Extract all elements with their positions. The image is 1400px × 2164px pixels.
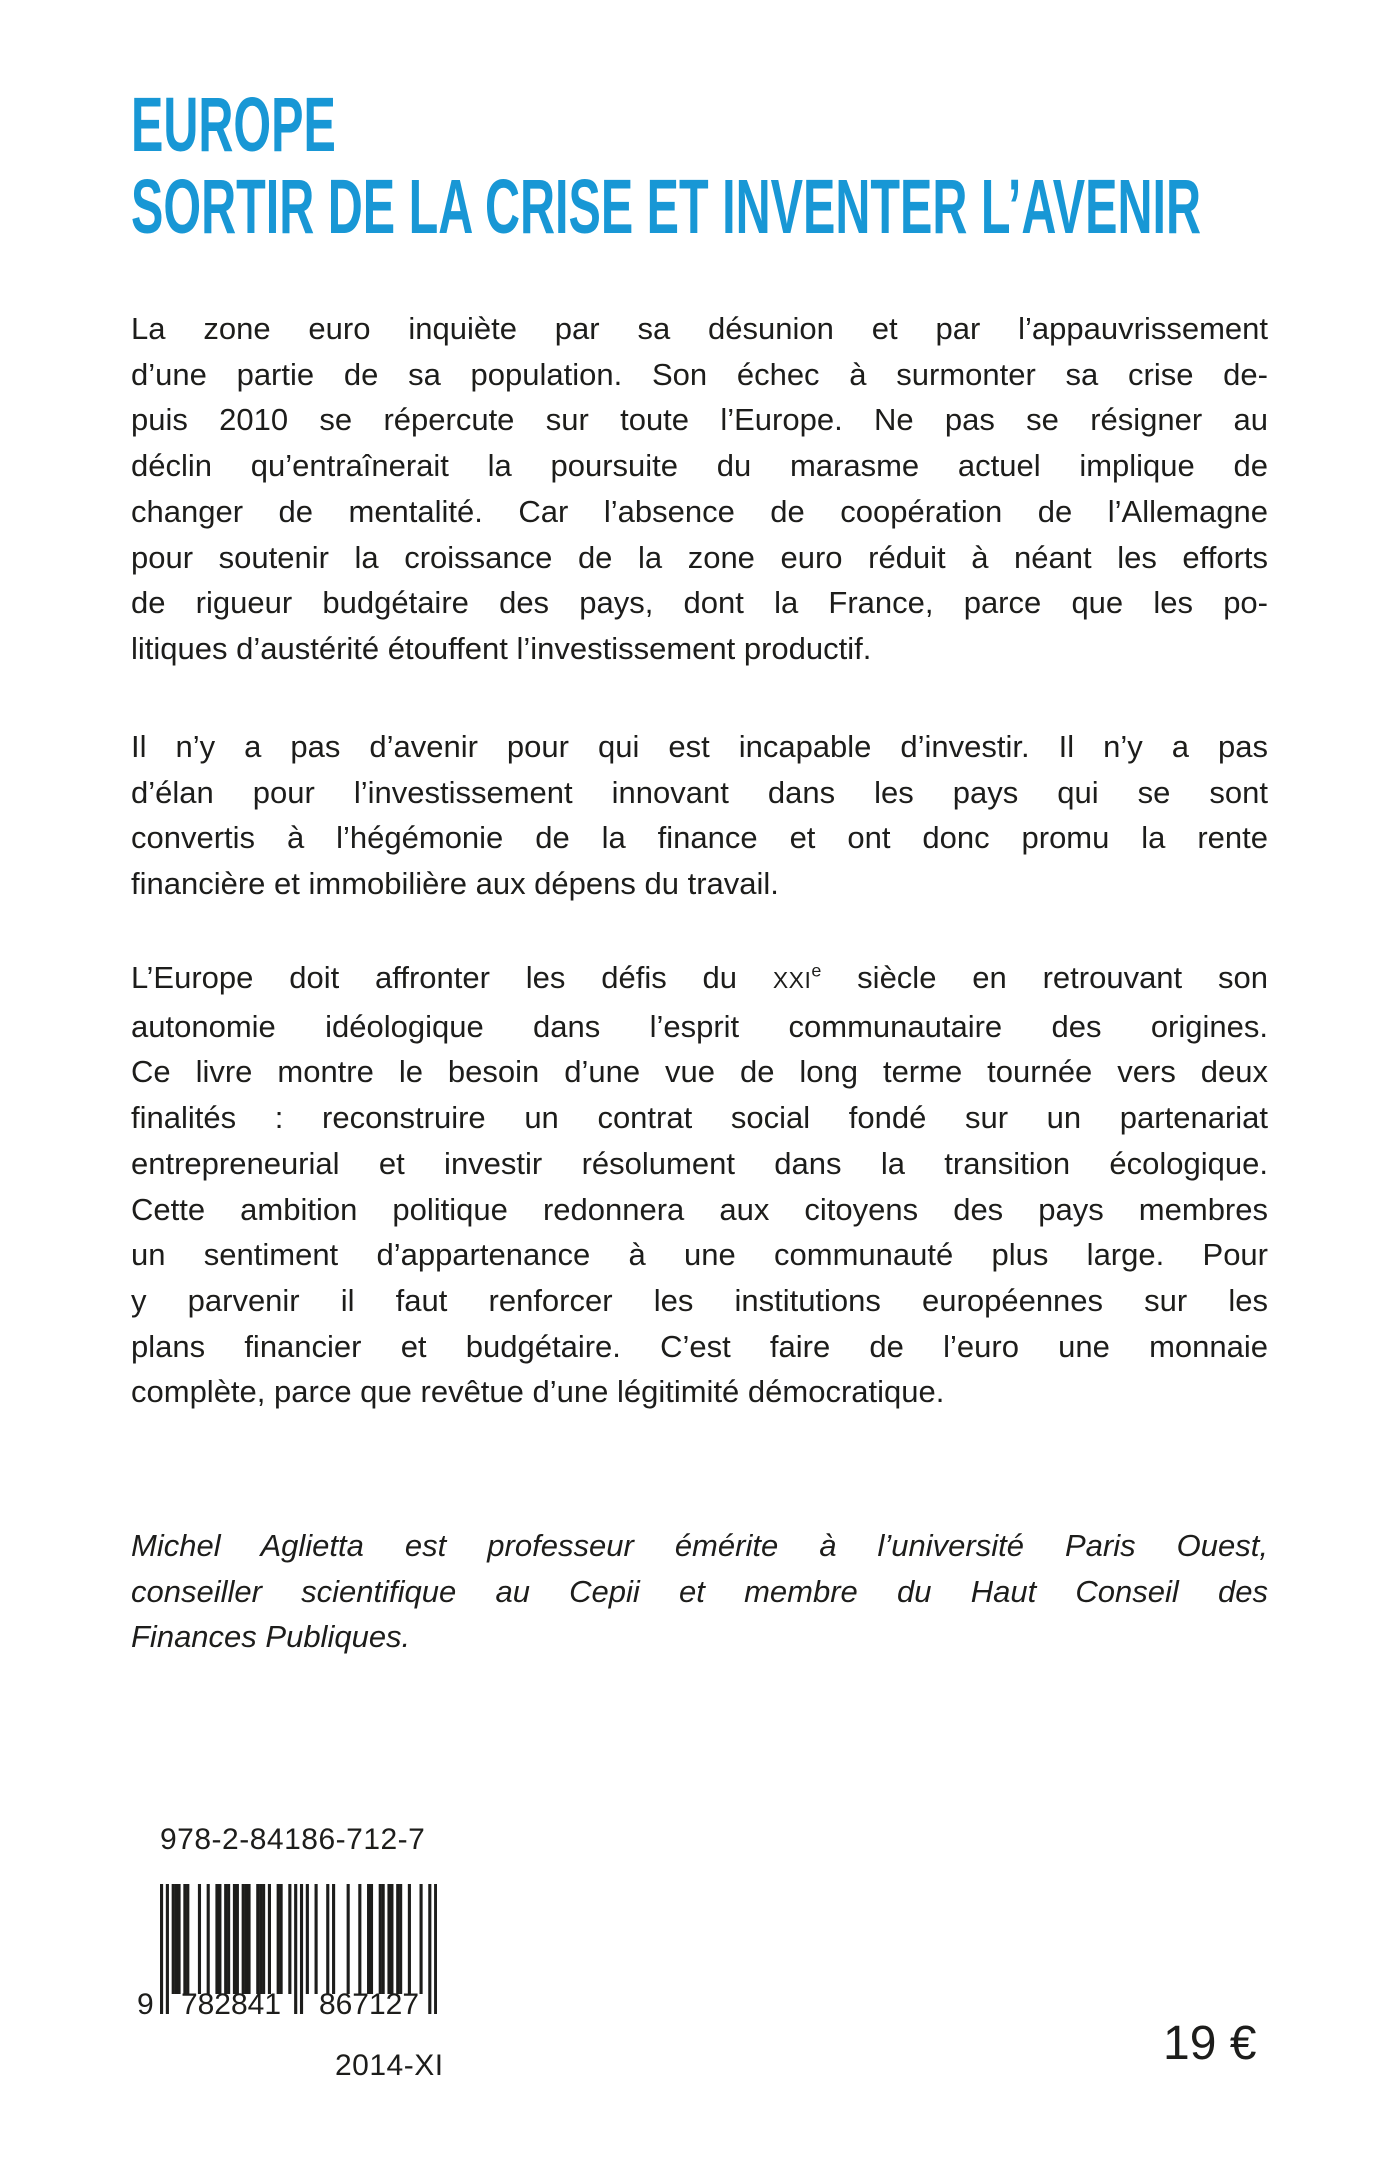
paragraph-investment — [131, 724, 1268, 907]
price-label: 19 € — [1163, 2017, 1257, 2070]
text-line: autonomie idéologique dans l’esprit communautaire des origines. — [131, 1008, 1268, 1044]
barcode-digit-group1: 782841 — [180, 1988, 282, 2021]
book-title-line2: SORTIR DE LA CRISE ET INVENTER L’AVENIR — [131, 164, 1202, 250]
text-line: La zone euro inquiète par sa désunion et par l’appauvrissement — [131, 311, 1268, 346]
text-line: complète, parce que revêtue d’une légitimité démocratique. — [131, 1374, 945, 1410]
text-segment: L’Europe doit affronter les défis du — [131, 960, 773, 995]
text-line: Ce livre montre le besoin d’une vue de long terme tournée vers deux — [131, 1054, 1268, 1090]
text-line: plans financier et budgétaire. C’est faire de l’euro une monnaie — [131, 1328, 1268, 1364]
edition-code: 2014-XI — [335, 2049, 444, 2082]
text-line: d’une partie de sa population. Son échec à surmonter sa crise de- — [131, 356, 1268, 392]
ean13-barcode — [137, 1884, 467, 2029]
text-line: d’élan pour l’investissement innovant dans les pays qui se sont — [131, 774, 1268, 810]
text-line: litiques d’austérité étouffent l’investissement productif. — [131, 630, 872, 666]
text-line: financière et immobilière aux dépens du travail. — [131, 866, 779, 902]
text-line: conseiller scientifique au Cepii et membre du Haut Conseil des — [131, 1573, 1268, 1609]
isbn-number: 978-2-84186-712-7 — [160, 1823, 426, 1856]
text-line: un sentiment d’appartenance à une communauté plus large. Pour — [131, 1237, 1268, 1273]
text-line: Michel Aglietta est professeur émérite à l’université Paris Ouest, — [131, 1528, 1268, 1563]
barcode-digit-prefix: 9 — [137, 1988, 154, 2021]
roman-numeral-xxi: XXI — [772, 967, 812, 993]
superscript-e: e — [811, 960, 822, 981]
text-line: Il n’y a pas d’avenir pour qui est incapable d’investir. Il n’y a pas — [131, 729, 1268, 764]
paragraph-crisis — [131, 306, 1268, 672]
text-line: déclin qu’entraînerait la poursuite du marasme actuel implique de — [131, 448, 1268, 484]
author-bio — [131, 1523, 1268, 1660]
paragraph-future — [131, 955, 1268, 1415]
text-line: puis 2010 se répercute sur toute l’Europe. Ne pas se résigner au — [131, 402, 1268, 438]
text-line: Cette ambition politique redonnera aux citoyens des pays membres — [131, 1191, 1268, 1227]
text-segment: siècle en retrouvant son — [821, 960, 1268, 995]
text-line: de rigueur budgétaire des pays, dont la France, parce que les po- — [131, 585, 1268, 621]
text-line: pour soutenir la croissance de la zone euro réduit à néant les efforts — [131, 539, 1268, 575]
text-line: y parvenir il faut renforcer les institutions européennes sur les — [131, 1282, 1268, 1318]
text-line: Finances Publiques. — [131, 1619, 411, 1655]
text-line: changer de mentalité. Car l’absence de coopération de l’Allemagne — [131, 493, 1268, 529]
text-line-xxi-siecle — [131, 955, 1268, 1004]
text-line: finalités : reconstruire un contrat social fondé sur un partenariat — [131, 1100, 1268, 1136]
text-line: convertis à l’hégémonie de la finance et ont donc promu la rente — [131, 820, 1268, 856]
book-title-line1: EUROPE — [131, 82, 336, 168]
barcode-digit-group2: 867127 — [318, 1988, 420, 2021]
text-line: entrepreneurial et investir résolument dans la transition écologique. — [131, 1145, 1268, 1181]
book-title — [131, 84, 1201, 248]
paragraph-future-rest — [131, 1004, 1268, 1415]
